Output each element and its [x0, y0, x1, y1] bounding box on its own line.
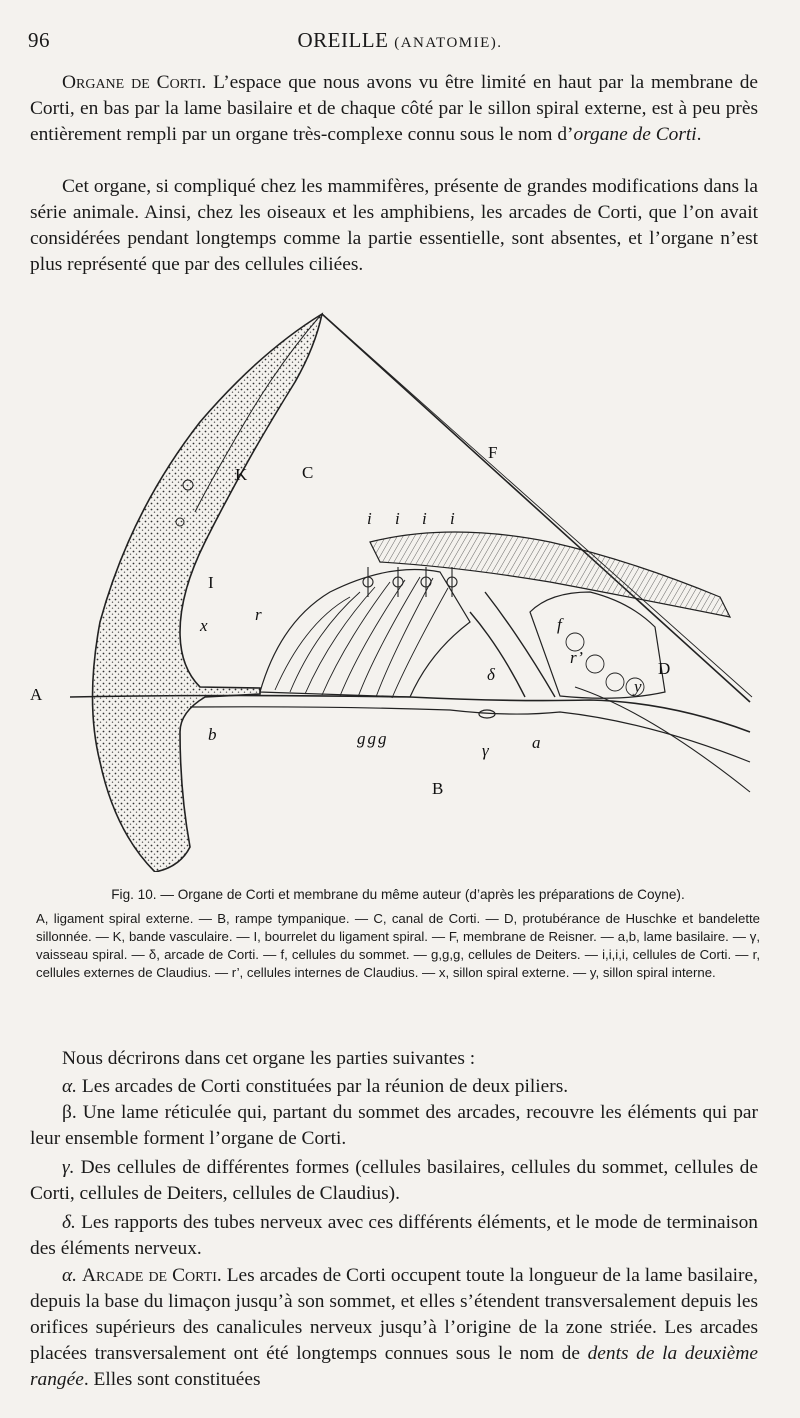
- label-x: x: [200, 616, 208, 635]
- section-heading-arcade: Arcade de Corti.: [82, 1265, 222, 1286]
- protuberance-huschke: [575, 687, 750, 792]
- list-item-text: Les arcades de Corti constituées par la réunion de deux piliers.: [81, 1076, 569, 1097]
- list-item: [30, 1155, 758, 1207]
- running-title: [28, 28, 772, 53]
- label-I: I: [208, 573, 214, 592]
- label-ggg: ggg: [357, 729, 389, 748]
- list-item-marker: β.: [62, 1102, 77, 1123]
- section-heading-organe: Organe de Corti.: [62, 72, 207, 93]
- label-f: f: [557, 615, 562, 634]
- figure-caption-title: Fig. 10. — Organe de Corti et membrane du même auteur (d’après les préparations de Coyne).: [111, 887, 685, 902]
- list-item: [30, 1074, 758, 1100]
- intro-paragraph: [30, 70, 758, 148]
- corti-figure: [30, 292, 775, 872]
- label-i-4: i: [450, 509, 455, 528]
- intro-text-1: L’espace que nous avons vu être limité en haut par la membrane de Corti, en bas par la lame basilaire et de chaque côté par le sillon spiral externe, est à peu près entièrement rempli par un organe très-complexe connu sous le nom d’: [30, 72, 758, 145]
- label-y: y: [634, 677, 642, 696]
- label-a: a: [532, 733, 541, 752]
- label-gamma: γ: [482, 741, 489, 760]
- label-b: b: [208, 725, 217, 744]
- list-item-marker: γ.: [62, 1157, 75, 1178]
- page-header: [28, 28, 772, 58]
- label-r: r: [255, 605, 262, 624]
- label-K: K: [235, 465, 248, 484]
- intro-text-2: .: [696, 124, 702, 145]
- intro-term: organe de Corti: [573, 124, 697, 145]
- final-term: dents de la deuxième rangée: [30, 1343, 758, 1390]
- label-D: D: [658, 659, 671, 678]
- figure-caption-legend: A, ligament spiral externe. — B, rampe tympanique. — C, canal de Corti. — D, protubérance de Huschke et bandelette sillonnée. — K, bande vasculaire. — I, bourrelet du ligament spiral. — F, membrane de Reisner. — a,b, lame basilaire. — γ, vaisseau spiral. — δ, arcade de Corti. — f, cellules du sommet. — g,g,g, cellules de Deiters. — i,i,i,i, cellules de Corti. — r, cellules externes de Claudius. — r’, cellules internes de Claudius. — x, sillon spiral externe. — y, sillon spiral interne.: [36, 911, 760, 980]
- label-F: F: [488, 443, 498, 462]
- list-item-marker: α.: [62, 1076, 78, 1097]
- list-item-text: Des cellules de différentes formes (cellules basilaires, cellules du sommet, cellules de Corti, cellules de Deiters, cellules de Claudius).: [30, 1157, 758, 1204]
- label-i-1: i: [367, 509, 372, 528]
- figure-caption: [36, 886, 760, 982]
- ligament-spiral: [93, 314, 323, 872]
- paragraph-2: Cet organe, si compliqué chez les mammifères, présente de grandes modifications dans la série animale. Ainsi, chez les oiseaux et les amphibiens, les arcades de Corti, que l’on avait considérées pendant longtemps comme la partie essentielle, sont absentes, et l’organe n’est plus représenté que par des cellules ciliées.: [30, 176, 758, 275]
- final-text-1: Les arcades de Corti occupent toute la longueur de la lame basilaire, depuis la base du limaçon jusqu’à son sommet, et elles s’étendent transversalement depuis les orifices supérieurs des canalicules nerveux jusqu’à l’origine de la zone striée. Les arcades placées transversalement ont été longtemps connues sous le nom de: [30, 1265, 758, 1364]
- page-number: 96: [28, 28, 50, 52]
- list-item-marker: δ.: [62, 1212, 76, 1233]
- list-item-text: Les rapports des tubes nerveux avec ces différents éléments, et le mode de terminaison des éléments nerveux.: [30, 1212, 758, 1259]
- label-i-2: i: [395, 509, 400, 528]
- label-i-3: i: [422, 509, 427, 528]
- membrane-corti: [370, 532, 730, 617]
- label-delta: δ: [487, 665, 495, 684]
- membrane-reisner: [322, 314, 750, 702]
- running-title-sub: (ANATOMIE).: [394, 35, 503, 51]
- label-B: B: [432, 779, 444, 798]
- list-item-text: Une lame réticulée qui, partant du sommet des arcades, recouvre les éléments qui par leur ensemble forment l’organe de Corti.: [30, 1102, 758, 1149]
- label-A: A: [30, 685, 43, 704]
- list-intro: Nous décrirons dans cet organe les parties suivantes :: [62, 1048, 476, 1069]
- label-r-prime: r’: [570, 648, 583, 667]
- final-marker: α.: [62, 1265, 78, 1286]
- list-item: [30, 1100, 758, 1152]
- final-text-2: . Elles sont constituées: [83, 1369, 261, 1390]
- final-paragraph: [30, 1263, 758, 1393]
- list-item: [30, 1210, 758, 1262]
- label-C: C: [302, 463, 314, 482]
- running-title-main: OREILLE: [297, 28, 389, 52]
